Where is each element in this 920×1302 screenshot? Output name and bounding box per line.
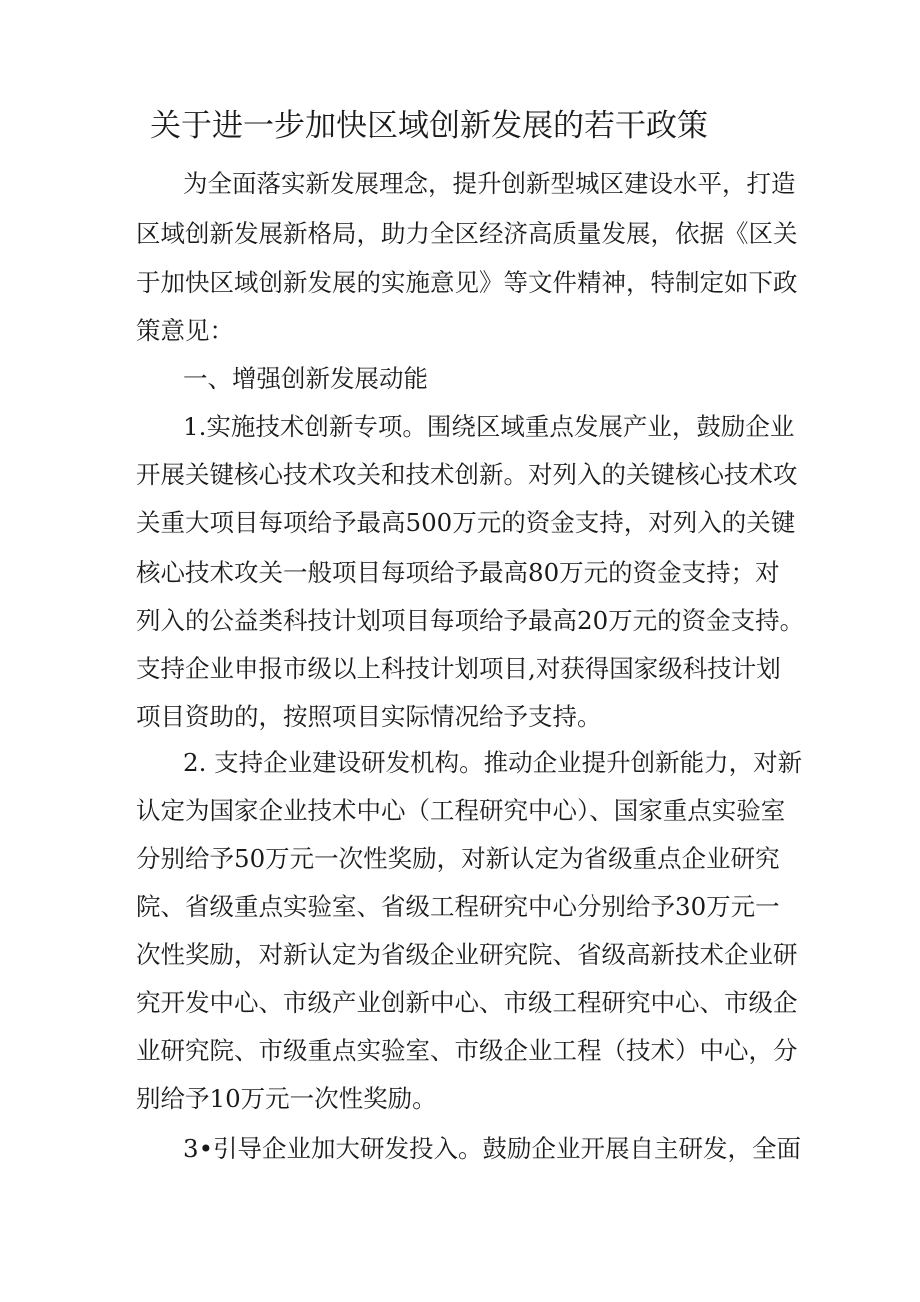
paragraph-line: 1.实施技术创新专项。围绕区域重点发展产业，鼓励企业 (183, 412, 795, 441)
paragraph-line: 2. 支持企业建设研发机构。推动企业提升创新能力，对新 (183, 748, 803, 777)
paragraph-line: 为全面落实新发展理念，提升创新型城区建设水平，打造 (183, 169, 796, 198)
paragraph-line: 业研究院、市级重点实验室、市级企业工程（技术）中心，分 (136, 1036, 798, 1065)
paragraph-line: 次性奖励，对新认定为省级企业研究院、省级高新技术企业研 (136, 940, 798, 969)
paragraph-line: 认定为国家企业技术中心（工程研究中心）、国家重点实验室 (136, 796, 786, 825)
section-heading: 一、增强创新发展动能 (183, 364, 428, 393)
paragraph-line: 开展关键核心技术攻关和技术创新。对列入的关键核心技术攻 (136, 460, 798, 489)
paragraph-line: 于加快区域创新发展的实施意见》等文件精神，特制定如下政 (136, 268, 798, 297)
paragraph-line: 关重大项目每项给予最高500万元的资金支持，对列入的关键 (136, 508, 796, 537)
paragraph-line: 区域创新发展新格局，助力全区经济高质量发展，依据《区关 (136, 219, 798, 248)
paragraph-line: 3•引导企业加大研发投入。鼓励企业开展自主研发，全面 (183, 1134, 802, 1163)
paragraph-line: 分别给予50万元一次性奖励，对新认定为省级重点企业研究 (136, 844, 780, 873)
paragraph-line: 院、省级重点实验室、省级工程研究中心分别给予30万元一 (136, 892, 780, 921)
paragraph-line: 核心技术攻关一般项目每项给予最高80万元的资金支持；对 (136, 558, 780, 587)
paragraph-line: 支持企业申报市级以上科技计划项目,对获得国家级科技计划 (136, 654, 781, 683)
paragraph-line: 别给予10万元一次性奖励。 (136, 1084, 437, 1113)
paragraph-line: 策意见： (136, 316, 234, 345)
paragraph-line: 究开发中心、市级产业创新中心、市级工程研究中心、市级企 (136, 988, 798, 1017)
paragraph-line: 项目资助的，按照项目实际情况给予支持。 (136, 702, 602, 731)
paragraph-line: 列入的公益类科技计划项目每项给予最高20万元的资金支持。 (136, 606, 805, 635)
document-title: 关于进一步加快区域创新发展的若干政策 (150, 108, 708, 144)
